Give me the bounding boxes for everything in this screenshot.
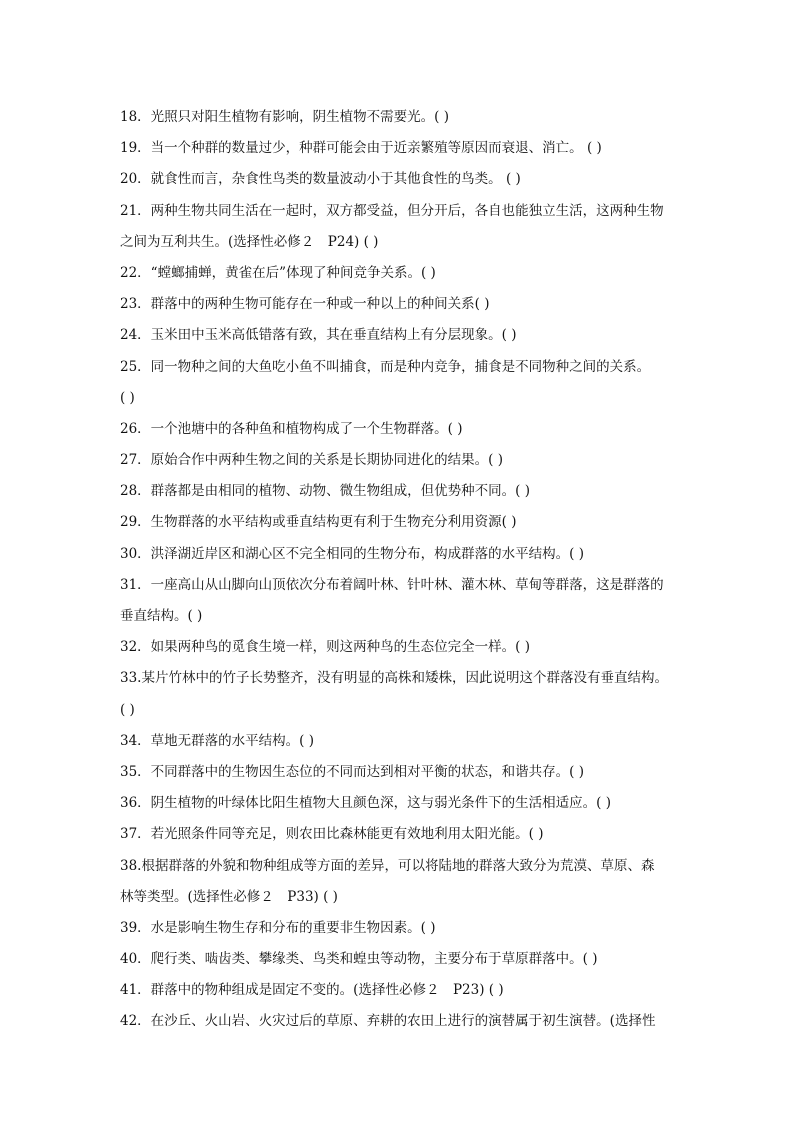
question-line: 林等类型。(选择性必修２ P33) ( ): [120, 888, 338, 905]
question-line: 20．就食性而言，杂食性鸟类的数量波动小于其他食性的鸟类。 ( ): [120, 171, 521, 188]
question-line: 32．如果两种鸟的觅食生境一样，则这两种鸟的生态位完全一样。( ): [120, 639, 531, 656]
question-line: 39．水是影响生物生存和分布的重要非生物因素。( ): [120, 919, 436, 936]
question-line: ( ): [120, 701, 135, 718]
question-line: 28．群落都是由相同的植物、动物、微生物组成，但优势种不同。( ): [120, 483, 531, 500]
question-line: 42．在沙丘、火山岩、火灾过后的草原、弃耕的农田上进行的演替属于初生演替。(选择性: [120, 1013, 656, 1030]
question-line: ( ): [120, 389, 135, 406]
question-line: 18．光照只对阳生植物有影响，阴生植物不需要光。( ): [120, 109, 450, 125]
question-line: 36．阴生植物的叶绿体比阳生植物大且颜色深，这与弱光条件下的生活相适应。( ): [120, 795, 612, 812]
question-line: 25．同一物种之间的大鱼吃小鱼不叫捕食，而是种内竞争，捕食是不同物种之间的关系。: [120, 358, 651, 375]
question-line: 26．一个池塘中的各种鱼和植物构成了一个生物群落。( ): [120, 420, 463, 437]
question-line: 24．玉米田中玉米高低错落有致，其在垂直结构上有分层现象。( ): [120, 327, 517, 344]
question-line: 29．生物群落的水平结构或垂直结构更有利于生物充分利用资源( ): [120, 514, 517, 531]
question-line: 35．不同群落中的生物因生态位的不同而达到相对平衡的状态，和谐共存。( ): [120, 763, 585, 780]
question-line: 22．“螳螂捕蝉，黄雀在后”体现了种间竞争关系。( ): [120, 264, 436, 281]
question-line: 19．当一个种群的数量过少，种群可能会由于近亲繁殖等原因而衰退、消亡。 ( ): [120, 140, 602, 157]
question-line: 34．草地无群落的水平结构。( ): [120, 732, 315, 749]
question-line: 之间为互利共生。(选择性必修２ P24) ( ): [120, 233, 379, 250]
question-line: 40．爬行类、啮齿类、攀缘类、鸟类和蝗虫等动物，主要分布于草原群落中。( ): [120, 951, 598, 968]
question-line: 30．洪泽湖近岸区和湖心区不完全相同的生物分布，构成群落的水平结构。( ): [120, 545, 585, 562]
question-line: 37．若光照条件同等充足，则农田比森林能更有效地利用太阳光能。( ): [120, 826, 544, 843]
question-line: 23．群落中的两种生物可能存在一种或一种以上的种间关系( ): [120, 296, 490, 313]
question-line: 41．群落中的物种组成是固定不变的。(选择性必修２ P23) ( ): [120, 982, 504, 999]
question-line: 31．一座高山从山脚向山顶依次分布着阔叶林、针叶林、灌木林、草甸等群落，这是群落的: [120, 576, 664, 593]
question-line: 27．原始合作中两种生物之间的关系是长期协同进化的结果。( ): [120, 452, 504, 469]
question-line: 33.某片竹林中的竹子长势整齐，没有明显的高株和矮株，因此说明这个群落没有垂直结构。: [120, 670, 668, 687]
question-line: 38.根据群落的外貌和物种组成等方面的差异，可以将陆地的群落大致分为荒漠、草原、森: [120, 857, 655, 874]
question-line: 21．两种生物共同生活在一起时，双方都受益，但分开后，各自也能独立生活，这两种生物: [120, 202, 664, 219]
question-list: [120, 102, 680, 1038]
question-line: 垂直结构。( ): [120, 608, 203, 624]
